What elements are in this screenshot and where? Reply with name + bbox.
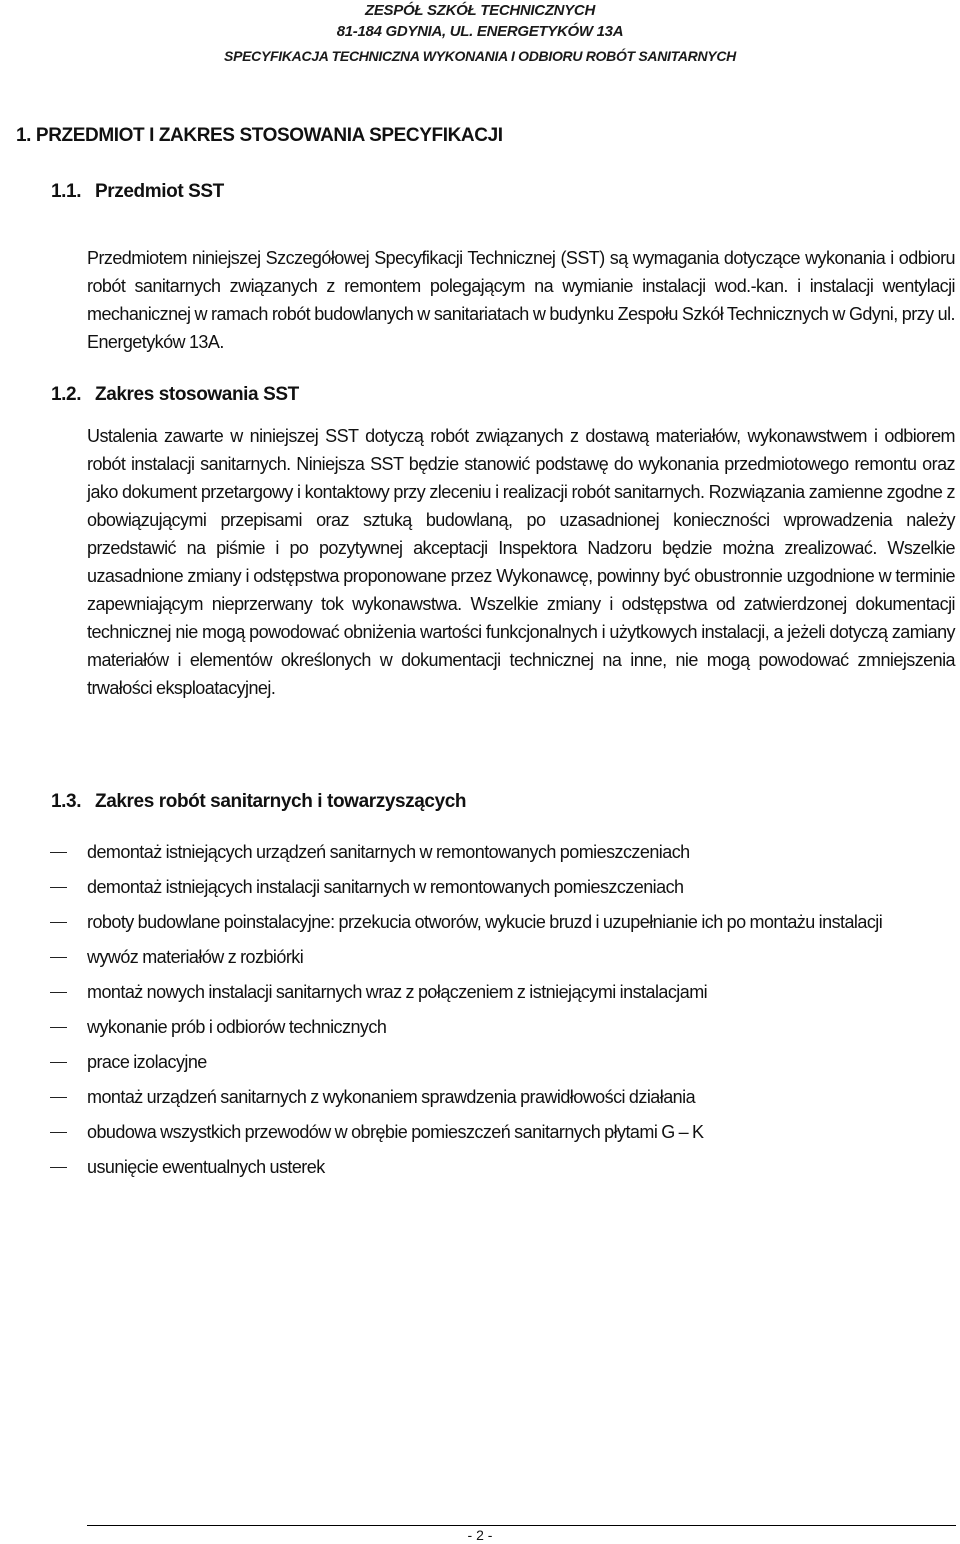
dash-bullet-icon [50,922,67,923]
list-item-text: demontaż istniejących instalacji sanitarnych w remontowanych pomieszczeniach [87,877,684,897]
dash-bullet-icon [50,887,67,888]
section-heading: 1. PRZEDMIOT I ZAKRES STOSOWANIA SPECYFIKACJI [16,125,503,146]
dash-bullet-icon [50,992,67,993]
subsection-paragraph-1-2: Ustalenia zawarte w niniejszej SST dotyczą robót związanych z dostawą materiałów, wykonawstwem i odbiorem robót instalacji sanitarnych. Niniejsza SST będzie stanowić podstawę do wykonania przedmiotowego remontu oraz jako dokument przetargowy i kontaktowy przy zleceniu i realizacji robót sanitarnych. Rozwiązania zamienne zgodne z obowiązującymi przepisami oraz sztuką budowlaną, po uzasadnionej konieczności wprowadzenia należy przedstawić na piśmie i po pozytywnej akceptacji Inspektora Nadzoru będzie można zrealizować. Wszelkie uzasadnione zmiany i odstępstwa proponowane przez Wykonawcę, powinny być obustronnie uzgodnione w terminie zapewniającym nieprzerwany tok wykonawstwa. Wszelkie zmiany i odstępstwa od zatwierdzonej dokumentacji technicznej nie mogą powodować obniżenia wartości funkcjonalnych i użytkowych instalacji, a jeżeli dotyczą zamiany materiałów i elementów określonych w dokumentacji technicznej na inne, nie mogą powodować zmniejszenia trwałości eksploatacyjnej. [87,426,955,698]
dash-bullet-icon [50,852,67,853]
subsection-number: 1.3. [51,791,82,812]
list-item-text: wykonanie prób i odbiorów technicznych [87,1017,387,1037]
dash-bullet-icon [50,1097,67,1098]
list-item [44,908,956,936]
subsection-title: Przedmiot SST [95,181,224,202]
page-number: - 2 - [467,1527,493,1543]
header-school-name: ZESPÓŁ SZKÓŁ TECHNICZNYCH [364,2,595,19]
list-item-text: roboty budowlane poinstalacyjne: przekucia otworów, wykucie bruzd i uzupełnianie ich po montażu instalacji [87,912,883,932]
list-item [44,1118,956,1146]
list-item [44,838,956,866]
subsection-number: 1.2. [51,384,82,405]
dash-bullet-icon [50,1027,67,1028]
subsection-paragraph-1-1: Przedmiotem niniejszej Szczegółowej Specyfikacji Technicznej (SST) są wymagania dotyczące wykonania i odbioru robót sanitarnych związanych z remontem polegającym na wymianie instalacji wod.-kan. i instalacji wentylacji mechanicznej w ramach robót budowlanych w sanitariatach w budynku Zespołu Szkół Technicznych w Gdyni, przy ul. Energetyków 13A. [87,248,955,352]
list-item [44,1083,956,1111]
list-item [44,873,956,901]
list-item-text: demontaż istniejących urządzeń sanitarnych w remontowanych pomieszczeniach [87,842,690,862]
scope-list [44,838,956,1188]
list-item-text: wywóz materiałów z rozbiórki [87,947,304,967]
subsection-heading-1-3 [51,790,466,814]
list-item [44,1153,956,1181]
list-item [44,1048,956,1076]
subsection-heading-1-1 [51,180,224,204]
header-document-title: SPECYFIKACJA TECHNICZNA WYKONANIA I ODBIORU ROBÓT SANITARNYCH [224,48,736,64]
subsection-heading-1-2 [51,383,299,407]
list-item-text: usunięcie ewentualnych usterek [87,1157,325,1177]
subsection-title: Zakres robót sanitarnych i towarzyszących [95,791,467,812]
list-item-text: montaż urządzeń sanitarnych z wykonaniem sprawdzenia prawidłowości działania [87,1087,696,1107]
subsection-number: 1.1. [51,181,82,202]
dash-bullet-icon [50,957,67,958]
list-item-text: montaż nowych instalacji sanitarnych wraz z połączeniem z istniejącymi instalacjami [87,982,708,1002]
dash-bullet-icon [50,1167,67,1168]
list-item [44,1013,956,1041]
list-item [44,943,956,971]
list-item [44,978,956,1006]
list-item-text: prace izolacyjne [87,1052,207,1072]
header-address: 81-184 GDYNIA, UL. ENERGETYKÓW 13A [336,23,624,40]
subsection-title: Zakres stosowania SST [95,384,299,405]
dash-bullet-icon [50,1132,67,1133]
dash-bullet-icon [50,1062,67,1063]
list-item-text: obudowa wszystkich przewodów w obrębie pomieszczeń sanitarnych płytami G – K [87,1122,704,1142]
